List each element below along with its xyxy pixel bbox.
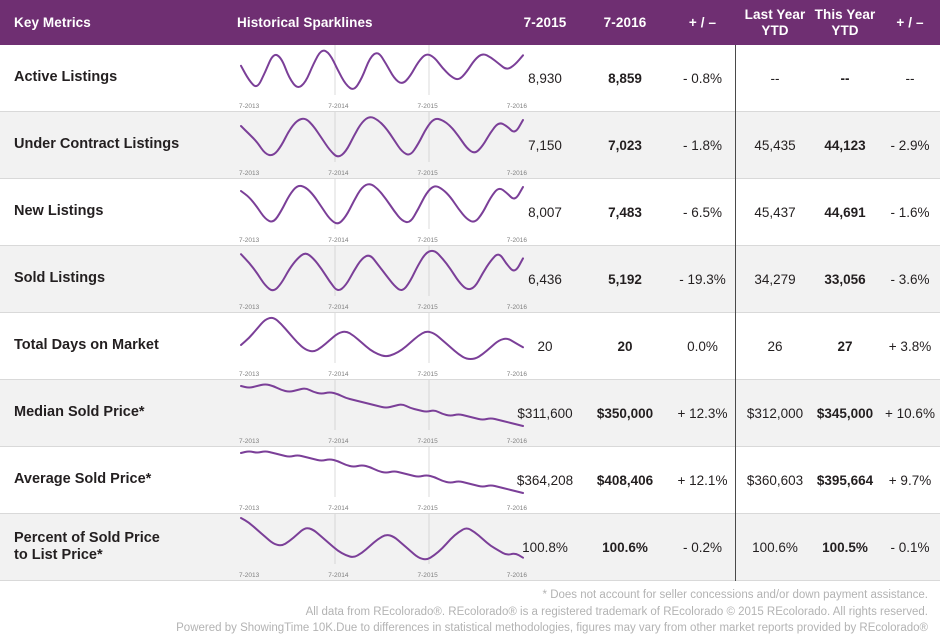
sparkline-chart bbox=[237, 447, 527, 514]
sparkline-axis-tick: 7-2014 bbox=[328, 572, 349, 579]
sparkline-chart bbox=[237, 514, 527, 581]
table-header bbox=[0, 0, 940, 45]
header-last-year-line1: Last Year bbox=[744, 6, 806, 22]
table-row bbox=[0, 179, 940, 246]
value-current-period: 20 bbox=[617, 338, 633, 354]
metric-name: Median Sold Price* bbox=[14, 404, 145, 421]
metric-name: New Listings bbox=[14, 203, 104, 220]
table-row bbox=[0, 447, 940, 514]
header-last-year-line2: YTD bbox=[761, 22, 789, 38]
metric-name: Under Contract Listings bbox=[14, 136, 180, 153]
value-percent-change: - 0.8% bbox=[682, 70, 723, 86]
sparkline-axis-labels bbox=[237, 304, 529, 311]
value-percent-change: - 6.5% bbox=[682, 204, 723, 220]
sparkline-chart bbox=[237, 380, 527, 447]
header-percent-change: + / – bbox=[688, 15, 717, 30]
value-ytd-percent-change: -- bbox=[905, 70, 915, 86]
value-current-period: $350,000 bbox=[596, 405, 654, 421]
sparkline-axis-tick: 7-2014 bbox=[328, 371, 349, 378]
table-row bbox=[0, 380, 940, 447]
metric-name: Sold Listings bbox=[14, 270, 106, 287]
header-historical-sparklines: Historical Sparklines bbox=[237, 15, 373, 30]
value-prev-period: $311,600 bbox=[517, 405, 573, 421]
sparkline-chart bbox=[237, 246, 527, 313]
report-footnotes bbox=[0, 581, 940, 637]
metric-name: Average Sold Price* bbox=[14, 471, 152, 488]
sparkline-chart bbox=[237, 313, 527, 380]
header-this-year-line2: YTD bbox=[831, 22, 859, 38]
header-ytd-percent-change: + / – bbox=[896, 15, 924, 30]
sparkline-cell bbox=[215, 179, 527, 245]
sparkline-axis-labels bbox=[237, 572, 529, 579]
value-percent-change: + 12.3% bbox=[677, 405, 728, 421]
value-current-period: 7,483 bbox=[608, 204, 642, 220]
header-last-year-ytd bbox=[740, 0, 810, 45]
sparkline-axis-labels bbox=[237, 505, 529, 512]
sparkline-cell bbox=[215, 45, 527, 111]
sparkline-axis-tick: 7-2013 bbox=[239, 170, 260, 177]
column-divider bbox=[735, 45, 736, 581]
table-row bbox=[0, 313, 940, 380]
footnote-line-3: Powered by ShowingTime 10K.Due to differences in statistical methodologies, figures may vary from other market reports provided by REcolorado® bbox=[176, 622, 928, 635]
value-current-period: 5,192 bbox=[608, 271, 642, 287]
value-prev-period: 7,150 bbox=[528, 137, 562, 153]
sparkline-axis-tick: 7-2013 bbox=[239, 237, 260, 244]
value-this-year-ytd: $345,000 bbox=[816, 405, 874, 421]
sparkline-chart bbox=[237, 179, 527, 246]
sparkline-axis-tick: 7-2016 bbox=[506, 170, 527, 177]
sparkline-axis-tick: 7-2014 bbox=[328, 170, 349, 177]
value-ytd-percent-change: + 10.6% bbox=[885, 405, 935, 421]
value-this-year-ytd: 33,056 bbox=[824, 271, 866, 287]
value-this-year-ytd: 27 bbox=[837, 338, 853, 354]
value-current-period: 7,023 bbox=[608, 137, 642, 153]
footnote-line-1: * Does not account for seller concessions and/or down payment assistance. bbox=[542, 589, 928, 601]
value-ytd-percent-change: - 3.6% bbox=[890, 271, 930, 287]
sparkline-axis-tick: 7-2014 bbox=[328, 505, 349, 512]
sparkline-cell bbox=[215, 246, 527, 312]
sparkline-chart bbox=[237, 112, 527, 179]
sparkline-axis-labels bbox=[237, 438, 529, 445]
sparkline-axis-tick: 7-2016 bbox=[506, 237, 527, 244]
sparkline-cell bbox=[215, 313, 527, 379]
value-percent-change: + 12.1% bbox=[677, 472, 728, 488]
header-current-period: 7-2016 bbox=[603, 15, 647, 30]
sparkline-axis-tick: 7-2013 bbox=[239, 103, 260, 110]
sparkline-cell bbox=[215, 112, 527, 178]
value-prev-period: 8,930 bbox=[528, 70, 562, 86]
value-percent-change: 0.0% bbox=[687, 338, 718, 354]
sparkline-axis-tick: 7-2014 bbox=[328, 237, 349, 244]
sparkline-axis-tick: 7-2015 bbox=[417, 438, 438, 445]
sparkline-axis-tick: 7-2015 bbox=[417, 572, 438, 579]
sparkline-axis-tick: 7-2015 bbox=[417, 505, 438, 512]
sparkline-axis-tick: 7-2016 bbox=[506, 371, 527, 378]
value-last-year-ytd: $312,000 bbox=[746, 405, 804, 421]
sparkline-axis-tick: 7-2016 bbox=[506, 505, 527, 512]
sparkline-chart bbox=[237, 45, 527, 112]
value-current-period: $408,406 bbox=[596, 472, 654, 488]
header-this-year-ytd bbox=[810, 0, 880, 45]
value-percent-change: - 19.3% bbox=[679, 271, 726, 287]
value-last-year-ytd: 26 bbox=[767, 338, 783, 354]
sparkline-axis-tick: 7-2013 bbox=[239, 505, 260, 512]
sparkline-axis-tick: 7-2016 bbox=[506, 103, 527, 110]
value-prev-period: 6,436 bbox=[528, 271, 562, 287]
sparkline-axis-tick: 7-2014 bbox=[328, 304, 349, 311]
value-this-year-ytd: $395,664 bbox=[816, 472, 874, 488]
sparkline-axis-tick: 7-2015 bbox=[417, 237, 438, 244]
value-current-period: 8,859 bbox=[608, 70, 642, 86]
value-last-year-ytd: 45,435 bbox=[754, 137, 796, 153]
sparkline-axis-tick: 7-2015 bbox=[417, 371, 438, 378]
value-prev-period: 100.8% bbox=[522, 539, 568, 555]
sparkline-cell bbox=[215, 514, 527, 580]
value-prev-period: 8,007 bbox=[528, 204, 562, 220]
sparkline-axis-tick: 7-2013 bbox=[239, 371, 260, 378]
metrics-rows bbox=[0, 45, 940, 581]
value-prev-period: 20 bbox=[537, 338, 553, 354]
value-prev-period: $364,208 bbox=[516, 472, 574, 488]
value-last-year-ytd: -- bbox=[770, 70, 780, 86]
table-row bbox=[0, 112, 940, 179]
sparkline-axis-tick: 7-2013 bbox=[239, 438, 260, 445]
sparkline-axis-labels bbox=[237, 170, 529, 177]
sparkline-axis-tick: 7-2016 bbox=[506, 304, 527, 311]
sparkline-axis-labels bbox=[237, 103, 529, 110]
header-key-metrics: Key Metrics bbox=[14, 15, 91, 30]
value-this-year-ytd: 44,123 bbox=[824, 137, 866, 153]
sparkline-axis-tick: 7-2014 bbox=[328, 103, 349, 110]
sparkline-cell bbox=[215, 447, 527, 513]
value-last-year-ytd: 100.6% bbox=[752, 539, 798, 555]
metric-name: Percent of Sold Price to List Price* bbox=[14, 529, 160, 563]
sparkline-axis-tick: 7-2013 bbox=[239, 304, 260, 311]
metric-name: Total Days on Market bbox=[14, 337, 159, 354]
value-ytd-percent-change: + 3.8% bbox=[888, 338, 932, 354]
sparkline-axis-tick: 7-2014 bbox=[328, 438, 349, 445]
value-last-year-ytd: $360,603 bbox=[746, 472, 804, 488]
table-row bbox=[0, 514, 940, 581]
value-last-year-ytd: 34,279 bbox=[754, 271, 796, 287]
sparkline-cell bbox=[215, 380, 527, 446]
sparkline-axis-tick: 7-2015 bbox=[417, 170, 438, 177]
sparkline-axis-tick: 7-2016 bbox=[506, 572, 527, 579]
sparkline-axis-tick: 7-2015 bbox=[417, 304, 438, 311]
value-ytd-percent-change: + 9.7% bbox=[888, 472, 932, 488]
footnote-line-2: All data from REcolorado®. REcolorado® is a registered trademark of REcolorado © 2015 REcolorado. All rights reserved. bbox=[305, 605, 928, 618]
value-ytd-percent-change: - 2.9% bbox=[890, 137, 930, 153]
value-last-year-ytd: 45,437 bbox=[754, 204, 796, 220]
sparkline-axis-tick: 7-2013 bbox=[239, 572, 260, 579]
value-this-year-ytd: 44,691 bbox=[824, 204, 866, 220]
sparkline-axis-tick: 7-2015 bbox=[417, 103, 438, 110]
value-percent-change: - 1.8% bbox=[682, 137, 723, 153]
sparkline-axis-tick: 7-2016 bbox=[506, 438, 527, 445]
value-ytd-percent-change: - 0.1% bbox=[890, 539, 930, 555]
value-current-period: 100.6% bbox=[602, 539, 648, 555]
value-ytd-percent-change: - 1.6% bbox=[890, 204, 930, 220]
sparkline-axis-labels bbox=[237, 371, 529, 378]
table-row bbox=[0, 246, 940, 313]
header-prev-period: 7-2015 bbox=[523, 15, 567, 30]
sparkline-axis-labels bbox=[237, 237, 529, 244]
value-percent-change: - 0.2% bbox=[682, 539, 723, 555]
value-this-year-ytd: -- bbox=[840, 70, 850, 86]
metric-name: Active Listings bbox=[14, 69, 118, 86]
table-row bbox=[0, 45, 940, 112]
header-this-year-line1: This Year bbox=[814, 6, 876, 22]
value-this-year-ytd: 100.5% bbox=[822, 539, 868, 555]
